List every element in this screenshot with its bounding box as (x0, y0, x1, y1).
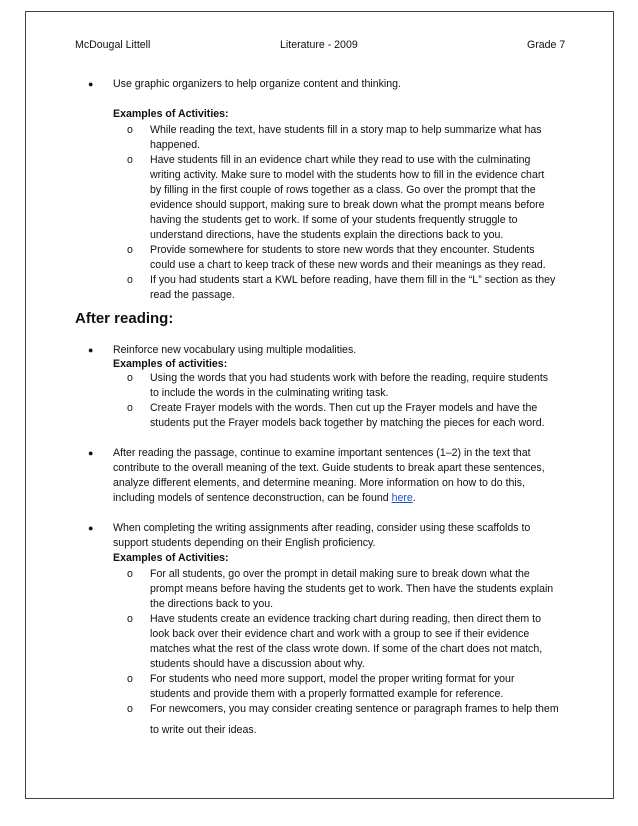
sub-bullet-marker: o (127, 613, 133, 625)
header-grade: Grade 7 (527, 39, 566, 51)
sub-bullet-marker: o (127, 402, 133, 414)
examples-heading: Examples of activities: (113, 358, 228, 370)
paragraph-line: contribute to the overall meaning of the text. Guide students to break apart these sentences, (113, 462, 545, 474)
list-item-line: read the passage. (150, 289, 235, 301)
paragraph-period: . (412, 492, 416, 504)
bullet-marker: ● (88, 523, 94, 533)
list-item-line: If you had students start a KWL before reading, have them fill in the “L” section as they (150, 274, 556, 286)
list-item-line: evidence should support, making sure to break down what the prompt means before (150, 199, 545, 211)
sub-bullet-marker: o (127, 568, 133, 580)
list-item-line: writing activity. Make sure to model with the students how to fill in the evidence chart (150, 169, 545, 181)
list-item-line: Using the words that you had students work with before the reading, require students (150, 372, 549, 384)
list-item-line: While reading the text, have students fill in a story map to help summarize what has (150, 124, 542, 136)
header-title: Literature - 2009 (280, 39, 358, 51)
list-item-line: matches what the rest of the class wrote down. If some of the chart does not match, (150, 643, 543, 655)
list-item-line: Create Frayer models with the words. Then cut up the Frayer models and have the (150, 402, 538, 414)
list-item-line: For newcomers, you may consider creating sentence or paragraph frames to help them (150, 703, 559, 715)
list-item-line: Provide somewhere for students to store new words that they encounter. Students (150, 244, 535, 256)
list-item-line: For students who need more support, model the proper writing format for your (150, 673, 515, 685)
list-item-line: happened. (150, 139, 201, 151)
list-item-line: having the students get to work. If some of your students frequently struggle to (150, 214, 518, 226)
sub-bullet-marker: o (127, 244, 133, 256)
bullet-text: Reinforce new vocabulary using multiple modalities. (113, 344, 357, 356)
list-item-line: understand directions, have the students explain the directions back to you. (150, 229, 504, 241)
examples-heading: Examples of Activities: (113, 108, 229, 120)
paragraph-line: After reading the passage, continue to examine important sentences (1–2) in the text that (113, 447, 531, 459)
bullet-text: Use graphic organizers to help organize content and thinking. (113, 78, 401, 90)
list-item-line: students and provide them with a properly formatted example for reference. (150, 688, 504, 700)
bullet-marker: ● (88, 345, 94, 355)
sub-bullet-marker: o (127, 673, 133, 685)
list-item-line: prompt means before having the students get to work. Then have the students explain (150, 583, 554, 595)
examples-heading: Examples of Activities: (113, 552, 229, 564)
paragraph-text: including models of sentence deconstruction, can be found (113, 492, 392, 504)
paragraph-line: When completing the writing assignments after reading, consider using these scaffolds to (113, 522, 531, 534)
list-item-line: to include the words in the culminating writing task. (150, 387, 389, 399)
list-item-line: by filling in the first couple of rows together as a class. Go over the prompt that the (150, 184, 536, 196)
list-item-line: Have students fill in an evidence chart while they read to use with the culminating (150, 154, 531, 166)
sub-bullet-marker: o (127, 124, 133, 136)
section-heading-after-reading: After reading: (75, 310, 174, 327)
paragraph-line (113, 491, 416, 506)
bullet-marker: ● (88, 448, 94, 458)
list-item-line: could use a chart to keep track of these new words and their meanings as they read. (150, 259, 546, 271)
here-link[interactable]: here (391, 492, 413, 504)
list-item-line: Have students create an evidence tracking chart during reading, then direct them to (150, 613, 542, 625)
bullet-marker: ● (88, 79, 94, 89)
list-item-line: students should have a discussion about why. (150, 658, 365, 670)
sub-bullet-marker: o (127, 372, 133, 384)
sub-bullet-marker: o (127, 274, 133, 286)
list-item-line: to write out their ideas. (150, 724, 257, 736)
sub-bullet-marker: o (127, 703, 133, 715)
paragraph-line: analyze different elements, and determine meaning. More information on how to do this, (113, 477, 526, 489)
sub-bullet-marker: o (127, 154, 133, 166)
paragraph-line: support students depending on their English proficiency. (113, 537, 376, 549)
list-item-line: look back over their evidence chart and work with a group to see if their evidence (150, 628, 530, 640)
list-item-line: the directions back to you. (150, 598, 274, 610)
header-publisher: McDougal Littell (75, 39, 151, 51)
list-item-line: For all students, go over the prompt in detail making sure to break down what the (150, 568, 530, 580)
list-item-line: students put the Frayer models back together by matching the pieces for each word. (150, 417, 545, 429)
